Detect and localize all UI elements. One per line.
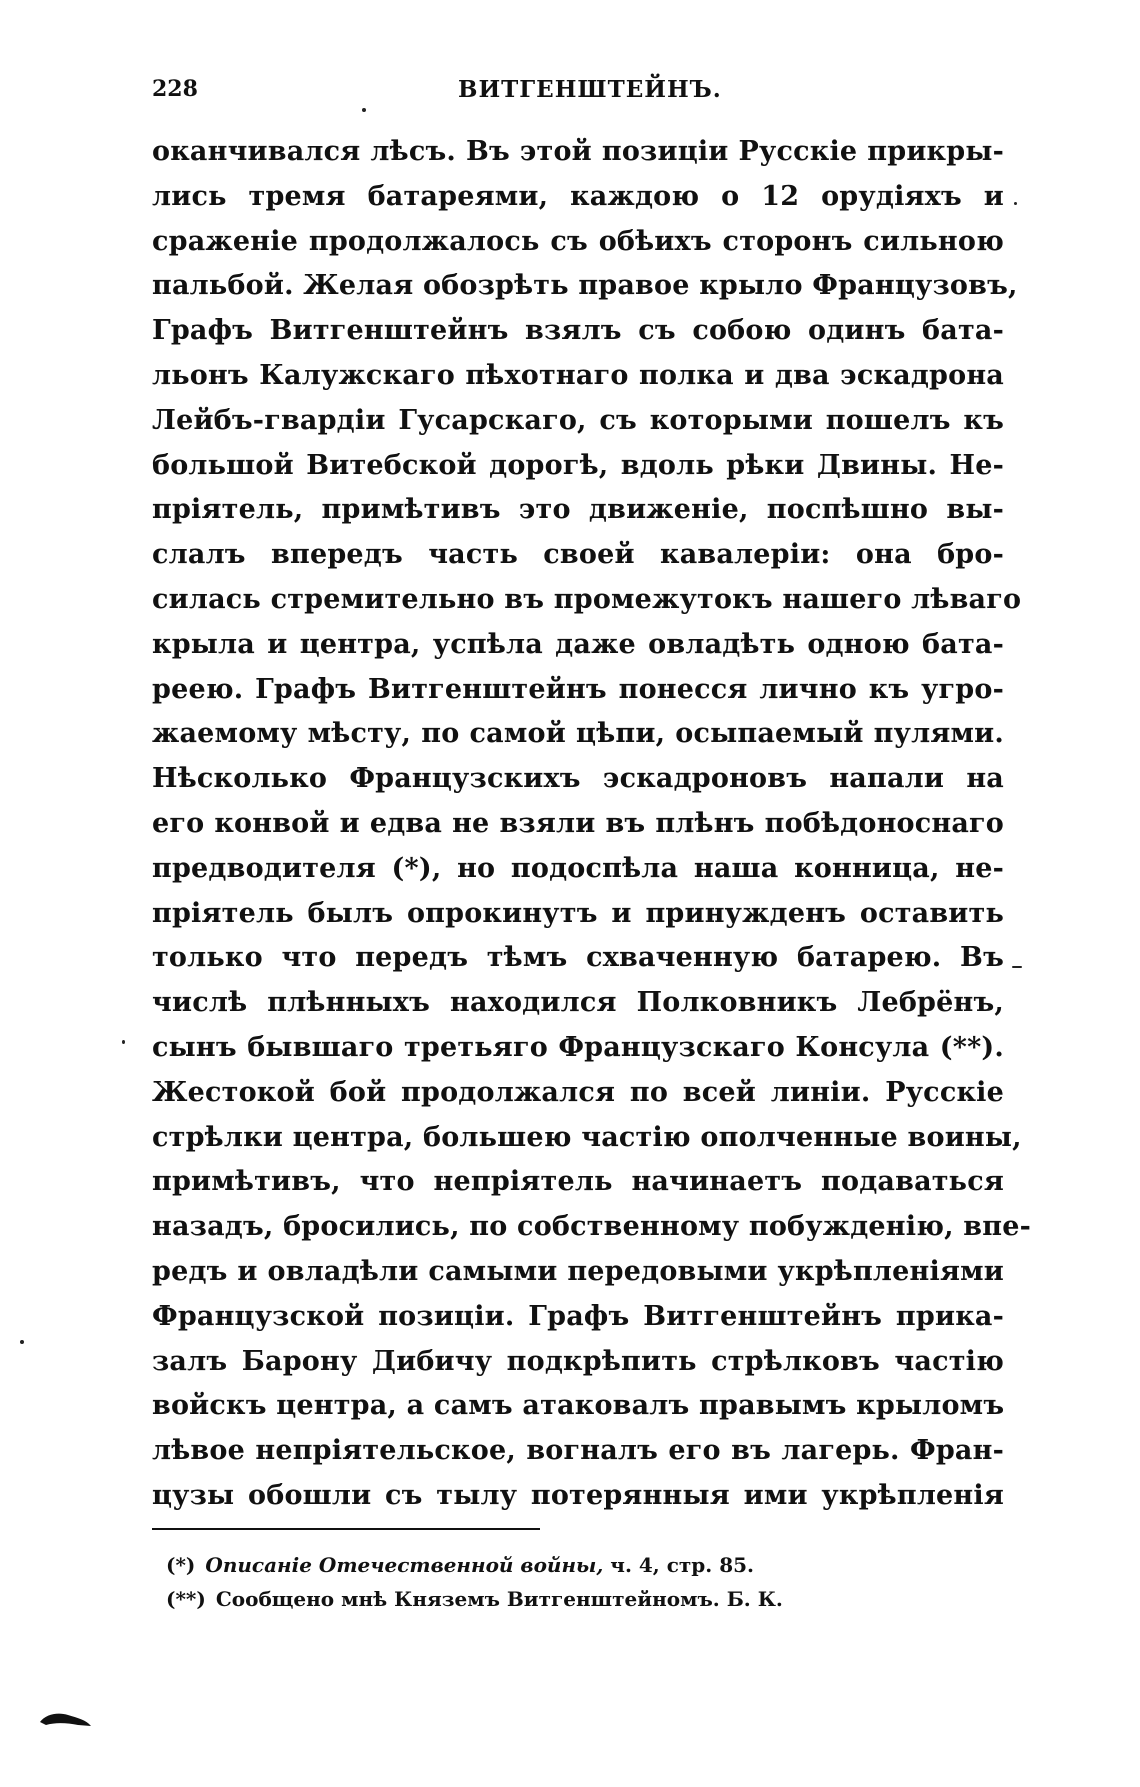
footnote-text: Сообщено мнѣ Княземъ Витгенштейномъ. Б. К.: [215, 1587, 783, 1611]
text-line: редъ и овладѣли самыми передовыми укрѣпленіями: [152, 1255, 1004, 1287]
text-line: стрѣлки центра, большею частію ополченные воины,: [152, 1121, 1022, 1153]
footnote-italic-text: Описаніе Отечественной войны,: [205, 1553, 604, 1577]
text-line: цузы обошли съ тылу потерянныя ими укрѣпленія: [152, 1479, 1004, 1511]
text-line: Жестокой бой продолжался по всей линіи. Русскіе: [152, 1076, 1004, 1108]
scan-speck: [1012, 966, 1022, 968]
scan-speck: [1014, 202, 1017, 205]
text-line: силась стремительно въ промежутокъ нашего лѣваго: [152, 583, 1022, 615]
text-line: Графъ Витгенштейнъ взялъ съ собою одинъ бата-: [152, 315, 1004, 347]
text-line: только что передъ тѣмъ схваченную батарею. Въ: [152, 942, 1004, 974]
page-number: 228: [152, 76, 198, 102]
text-line: сраженіе продолжалось съ обѣихъ сторонъ сильною: [152, 225, 1004, 257]
text-line: слалъ впередъ часть своей кавалеріи: она бро-: [152, 539, 1004, 571]
text-line: большой Витебской дорогѣ, вдоль рѣки Двины. Не-: [152, 449, 1004, 481]
footnote-text: ч. 4, стр. 85.: [603, 1553, 754, 1577]
text-line: жаемому мѣсту, по самой цѣпи, осыпаемый пулями.: [152, 718, 1004, 750]
footnote-marker: (*): [166, 1553, 196, 1577]
footnote-divider: [152, 1528, 540, 1530]
running-head: [152, 76, 1004, 112]
scan-speck: [362, 108, 366, 112]
text-line: назадъ, бросились, по собственному побужденію, впе-: [152, 1211, 1031, 1243]
footnotes: [166, 1548, 926, 1616]
text-line: крыла и центра, успѣла даже овладѣть одною бата-: [152, 628, 1004, 660]
text-line: пріятель былъ опрокинутъ и принужденъ оставить: [152, 897, 1004, 929]
text-line: Нѣсколько Французскихъ эскадроновъ напали на: [152, 763, 1004, 795]
text-line: лѣвое непріятельское, вогналъ его въ лагерь. Фран-: [152, 1435, 1004, 1467]
text-line: сынъ бывшаго третьяго Французскаго Консула (**).: [152, 1031, 1004, 1063]
text-line: реею. Графъ Витгенштейнъ понесся лично къ угро-: [152, 673, 1004, 705]
text-line: пальбой. Желая обозрѣть правое крыло Французовъ,: [152, 270, 1018, 302]
footnote-1: [166, 1548, 926, 1582]
text-line: Французской позиціи. Графъ Витгенштейнъ прика-: [152, 1300, 1004, 1332]
text-line: пріятель, примѣтивъ это движеніе, поспѣшно вы-: [152, 494, 1004, 526]
page-header-title: ВИТГЕНШТЕЙНЪ.: [458, 76, 722, 103]
scan-speck: [20, 1340, 24, 1344]
text-line: Лейбъ-гвардіи Гусарскаго, съ которыми пошелъ къ: [152, 404, 1004, 436]
text-line: лись тремя батареями, каждою о 12 орудіяхъ и: [152, 180, 1004, 212]
text-line: его конвой и едва не взяли въ плѣнъ побѣдоноснаго: [152, 807, 1004, 839]
text-line: войскъ центра, а самъ атаковалъ правымъ крыломъ: [152, 1390, 1005, 1422]
body-text: [152, 130, 1031, 1519]
footnote-marker: (**): [166, 1587, 206, 1611]
text-line: льонъ Калужскаго пѣхотнаго полка и два эскадрона: [152, 359, 1004, 391]
scan-speck: [122, 1040, 125, 1044]
text-line: оканчивался лѣсъ. Въ этой позиціи Русскіе прикры-: [152, 136, 1004, 167]
text-line: предводителя (*), но подоспѣла наша конница, не-: [152, 852, 1004, 884]
text-line: числѣ плѣнныхъ находился Полковникъ Лебрёнъ,: [152, 987, 1004, 1019]
text-line: залъ Барону Дибичу подкрѣпить стрѣлковъ частію: [152, 1345, 1004, 1377]
scan-ink-blot: [38, 1710, 92, 1728]
footnote-2: [166, 1582, 926, 1616]
text-line: примѣтивъ, что непріятель начинаетъ подаваться: [152, 1166, 1004, 1198]
